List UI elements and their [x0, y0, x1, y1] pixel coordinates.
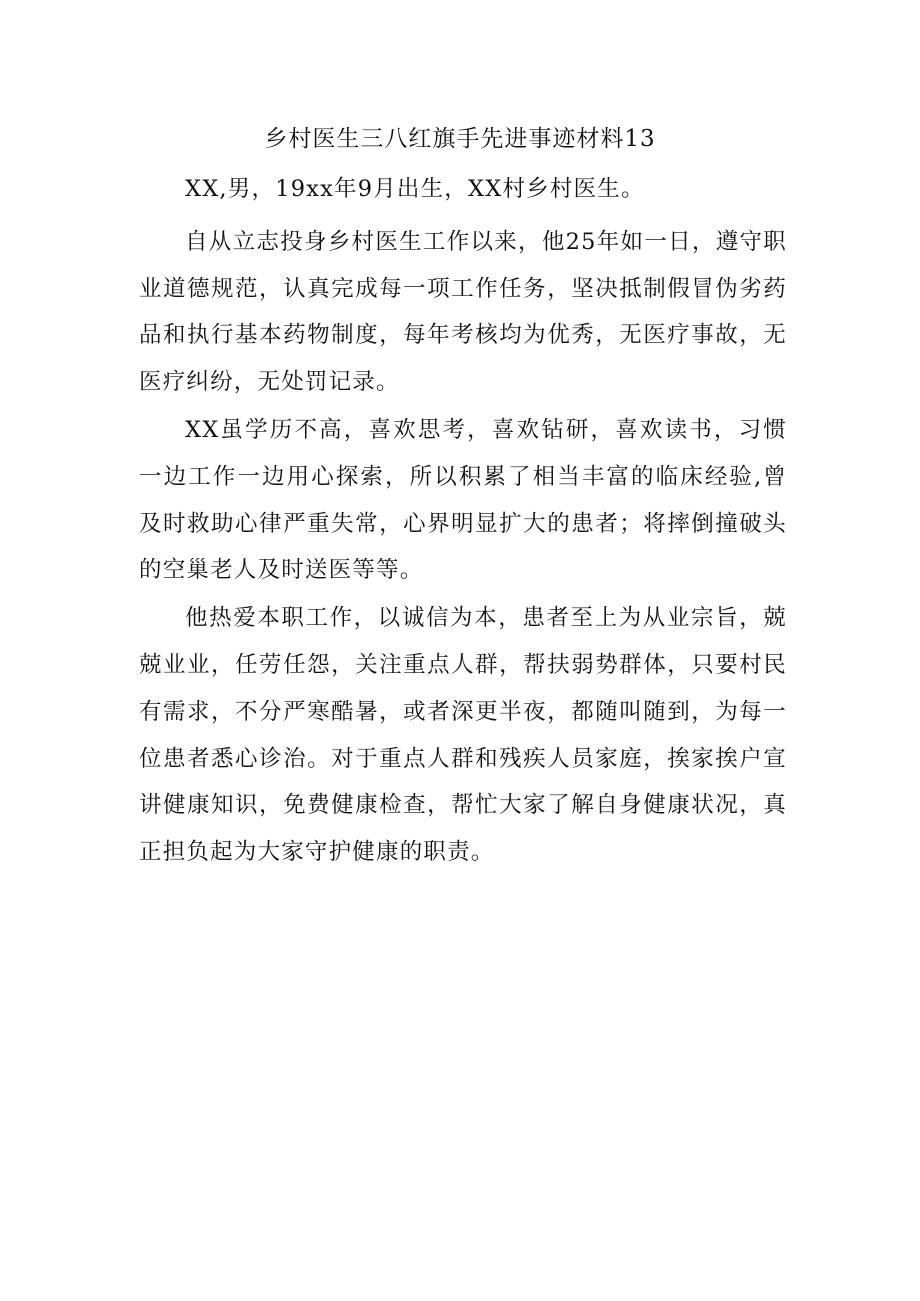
paragraph-work-ethic: 自从立志投身乡村医生工作以来，他25年如一日，遵守职业道德规范，认真完成每一项工作任务，坚决抵制假冒伪劣药品和执行基本药物制度，每年考核均为优秀，无医疗事故，无医疗纠纷，无处罚记录。	[139, 228, 787, 396]
document-body	[139, 166, 787, 877]
paragraph-experience: XX虽学历不高，喜欢思考，喜欢钻研，喜欢读书，习惯一边工作一边用心探索，所以积累了相当丰富的临床经验,曾及时救助心律严重失常，心界明显扩大的患者；将摔倒撞破头的空巢老人及时送医等等。	[139, 416, 787, 584]
paragraph-service: 他热爱本职工作，以诚信为本，患者至上为从业宗旨，兢兢业业，任劳任怨，关注重点人群，帮扶弱势群体，只要村民有需求，不分严寒酷暑，或者深更半夜，都随叫随到，为每一位患者悉心诊治。对于重点人群和残疾人员家庭，挨家挨户宣讲健康知识，免费健康检查，帮忙大家了解自身健康状况，真正担负起为大家守护健康的职责。	[139, 605, 787, 866]
document-title: 乡村医生三八红旗手先进事迹材料13	[264, 126, 656, 152]
paragraph-intro: XX,男，19xx年9月出生，XX村乡村医生。	[185, 176, 645, 202]
